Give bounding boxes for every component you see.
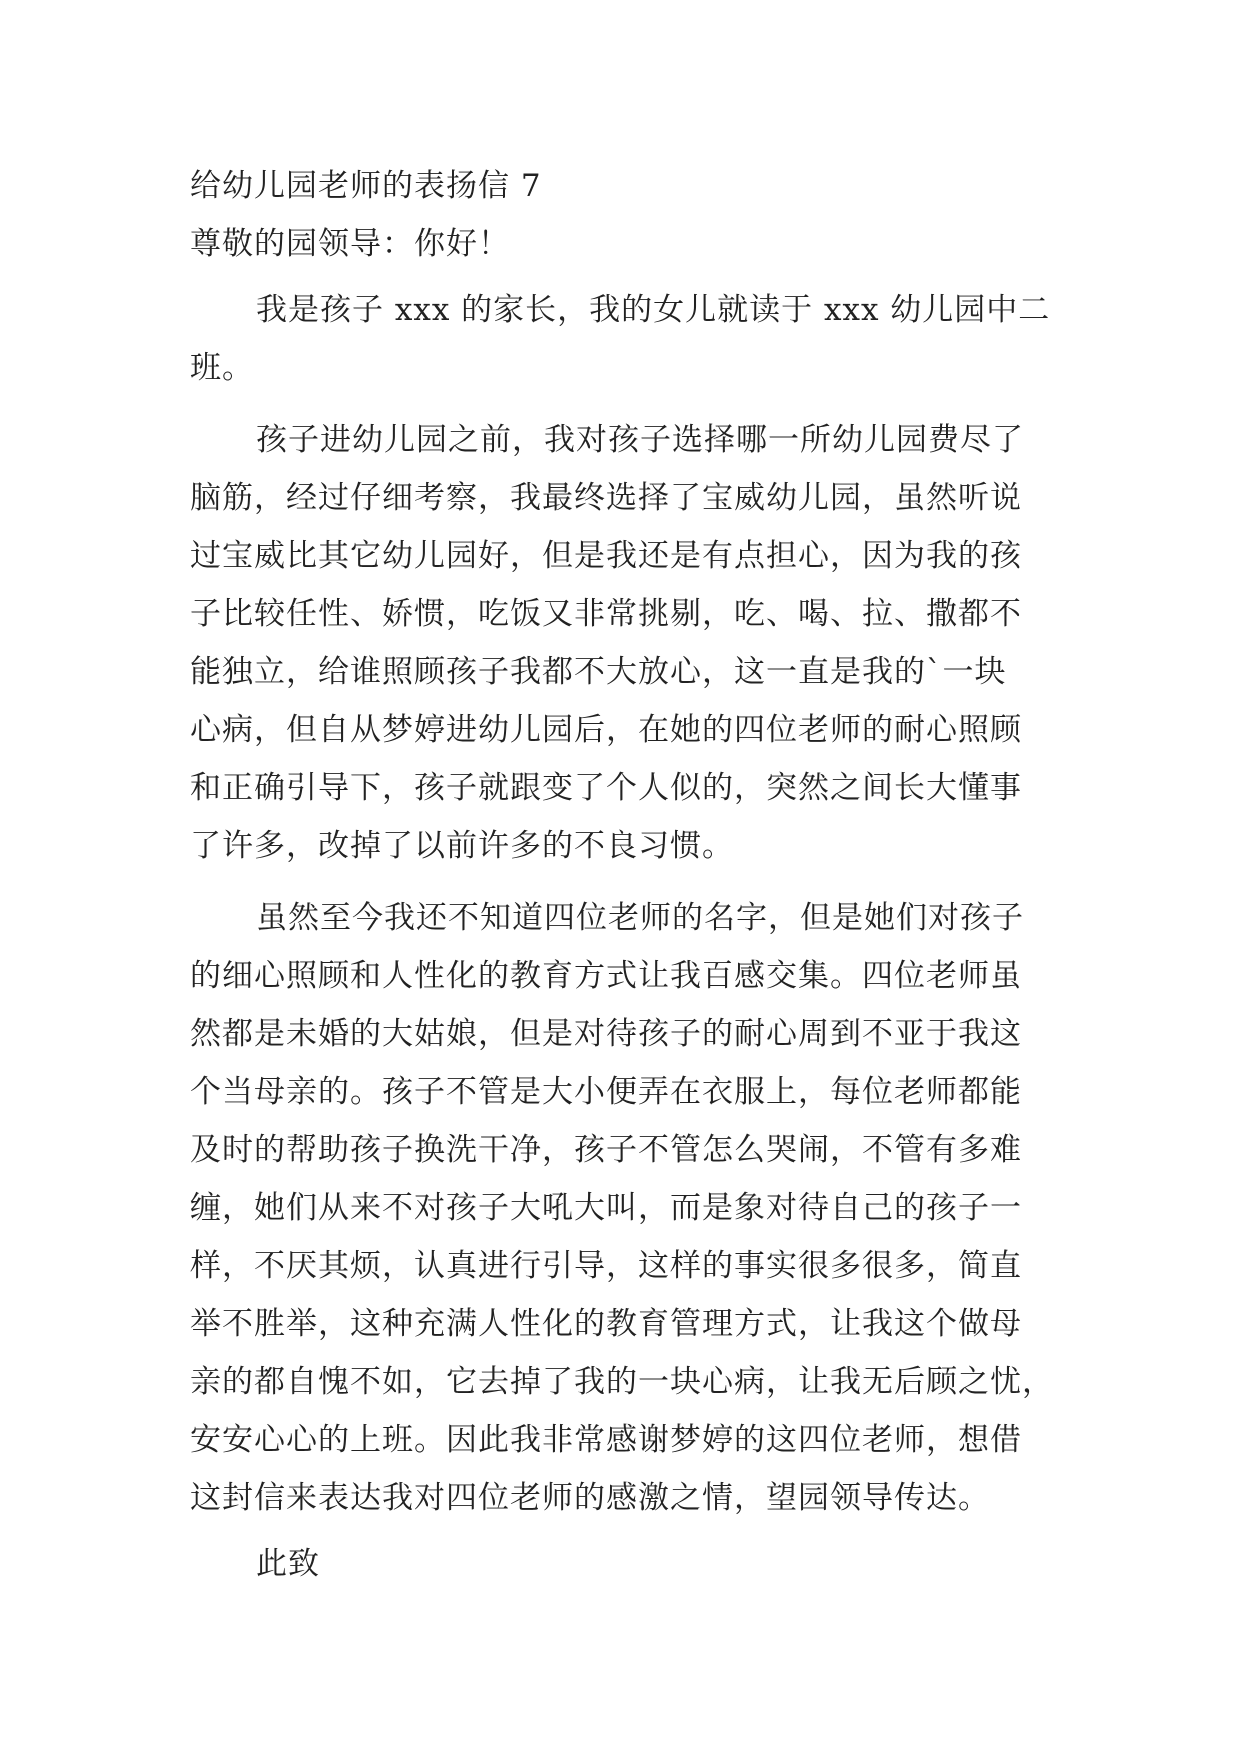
letter-page xyxy=(190,163,1054,1587)
paragraph-line: 的细心照顾和人性化的教育方式让我百感交集。四位老师虽 xyxy=(190,958,1022,994)
paragraph-line: 这封信来表达我对四位老师的感激之情，望园领导传达。 xyxy=(190,1480,990,1516)
paragraph-line: 脑筋，经过仔细考察，我最终选择了宝威幼儿园，虽然听说 xyxy=(190,480,1022,516)
letter-salutation: 尊敬的园领导：你好！ xyxy=(190,226,510,262)
paragraph-line: 缠，她们从来不对孩子大吼大叫，而是象对待自己的孩子一 xyxy=(190,1190,1022,1226)
paragraph-line: 过宝威比其它幼儿园好，但是我还是有点担心，因为我的孩 xyxy=(190,538,1022,574)
paragraph-line: 及时的帮助孩子换洗干净，孩子不管怎么哭闹，不管有多难 xyxy=(190,1132,1022,1168)
paragraph-line: 能独立，给谁照顾孩子我都不大放心，这一直是我的`一块 xyxy=(190,654,1007,690)
paragraph-line: 举不胜举，这种充满人性化的教育管理方式，让我这个做母 xyxy=(190,1306,1022,1342)
letter-title: 给幼儿园老师的表扬信 7 xyxy=(190,168,542,204)
paragraph-line: 个当母亲的。孩子不管是大小便弄在衣服上，每位老师都能 xyxy=(190,1074,1022,1110)
paragraph-line: 子比较任性、娇惯，吃饭又非常挑剔，吃、喝、拉、撒都不 xyxy=(190,596,1022,632)
paragraph-line: 然都是未婚的大姑娘，但是对待孩子的耐心周到不亚于我这 xyxy=(190,1016,1022,1052)
paragraph-line: 心病，但自从梦婷进幼儿园后，在她的四位老师的耐心照顾 xyxy=(190,712,1022,748)
letter-closing: 此致 xyxy=(256,1546,320,1582)
paragraph-line: 样，不厌其烦，认真进行引导，这样的事实很多很多，简直 xyxy=(190,1248,1022,1284)
paragraph-line: 虽然至今我还不知道四位老师的名字，但是她们对孩子 xyxy=(256,900,1024,936)
paragraph-line: 安安心心的上班。因此我非常感谢梦婷的这四位老师，想借 xyxy=(190,1422,1022,1458)
paragraph-line: 亲的都自愧不如，它去掉了我的一块心病，让我无后顾之忧， xyxy=(190,1364,1054,1400)
paragraph-line: 孩子进幼儿园之前，我对孩子选择哪一所幼儿园费尽了 xyxy=(256,422,1024,458)
paragraph-2 xyxy=(190,411,1050,875)
paragraph-line: 班。 xyxy=(190,350,254,386)
paragraph-line: 了许多，改掉了以前许多的不良习惯。 xyxy=(190,828,734,864)
paragraph-line: 我是孩子 xxx 的家长，我的女儿就读于 xxx 幼儿园中二 xyxy=(256,292,1051,328)
paragraph-1 xyxy=(190,281,1050,397)
paragraph-line: 和正确引导下，孩子就跟变了个人似的，突然之间长大懂事 xyxy=(190,770,1022,806)
paragraph-3 xyxy=(190,889,1054,1527)
